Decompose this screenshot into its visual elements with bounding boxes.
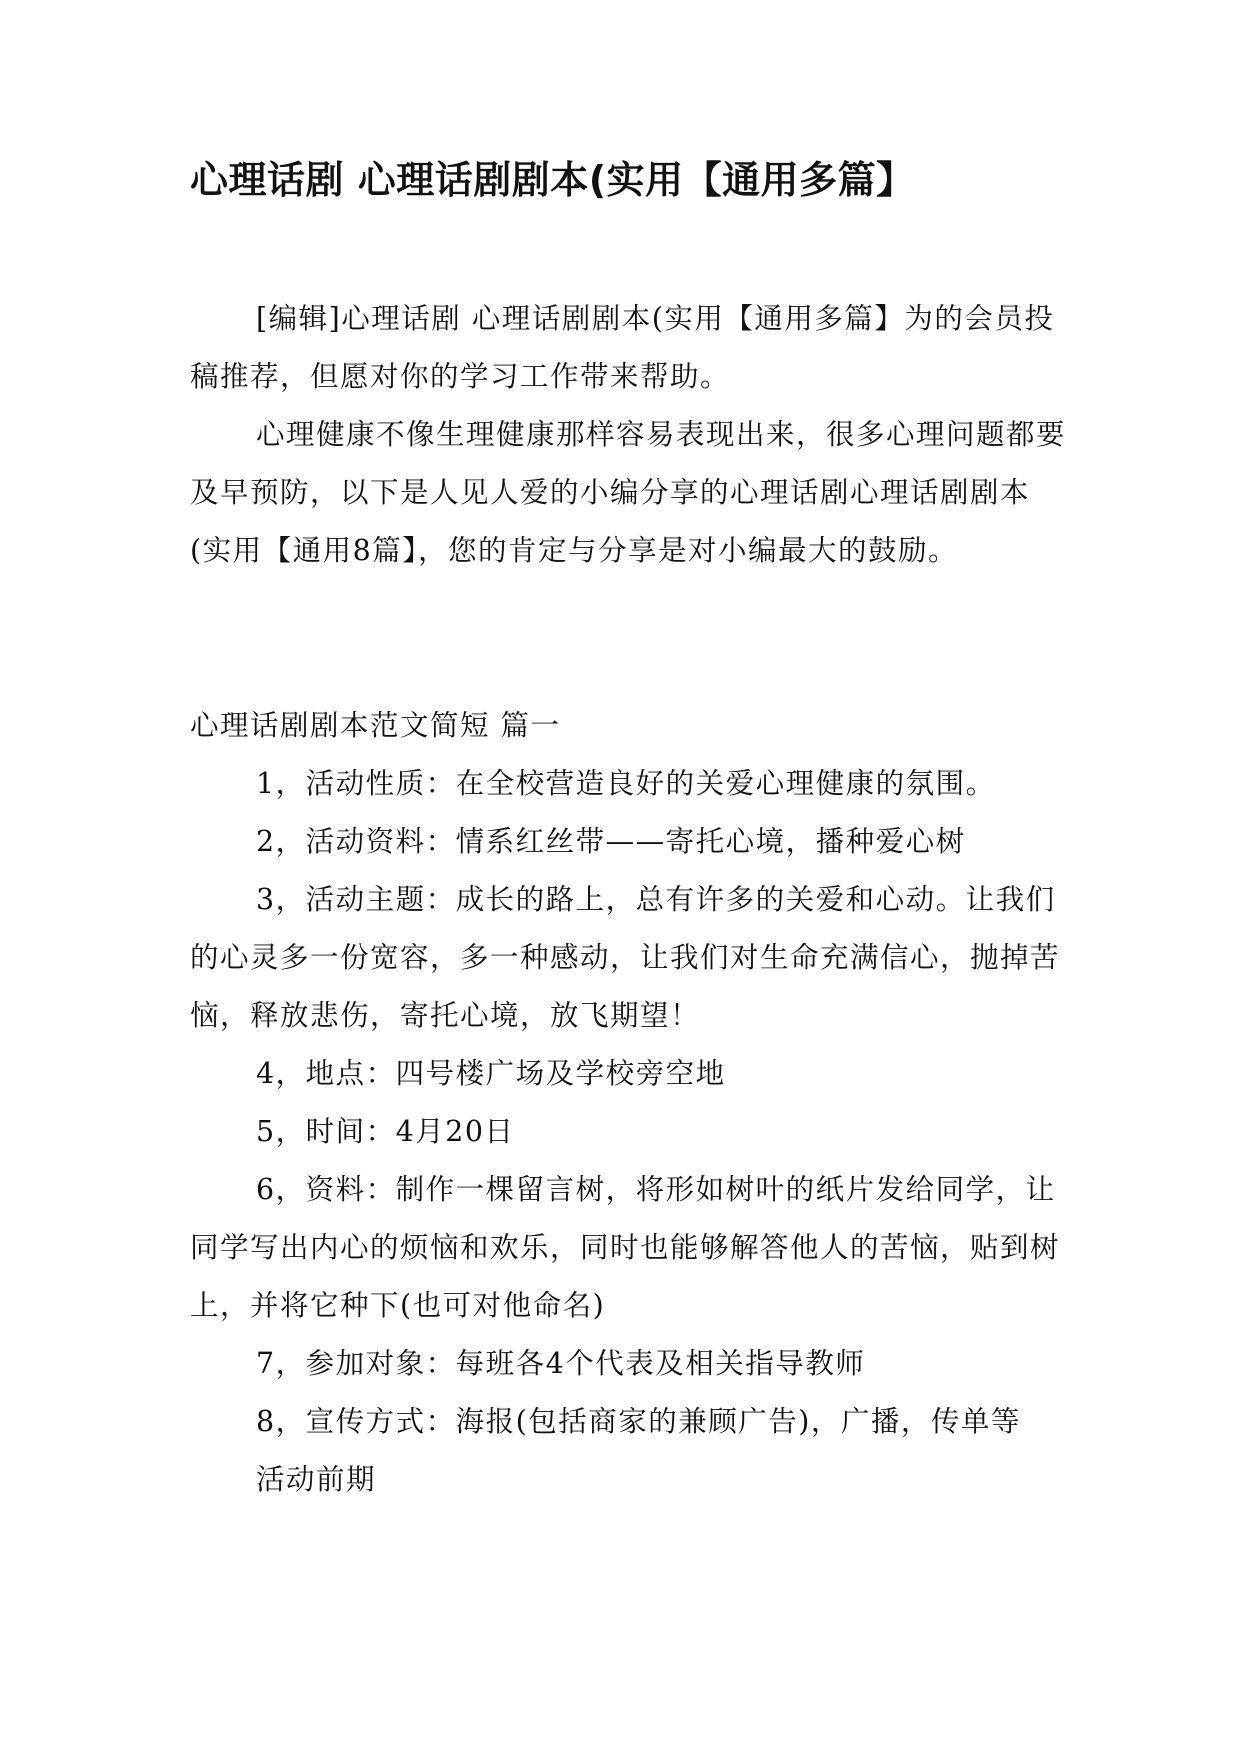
- intro-paragraph: 心理健康不像生理健康那样容易表现出来，很多心理问题都要及早预防，以下是人见人爱的小编分享的心理话剧心理话剧剧本(实用【通用8篇】，您的肯定与分享是对小编最大的鼓励。: [190, 418, 1067, 567]
- list-item: 活动前期: [256, 1463, 377, 1496]
- list-item: 7，参加对象：每班各4个代表及相关指导教师: [256, 1347, 866, 1380]
- list-item: 4，地点：四号楼广场及学校旁空地: [256, 1057, 726, 1090]
- section-block: [190, 697, 1070, 1509]
- list-item: 1，活动性质：在全校营造良好的关爱心理健康的氛围。: [256, 767, 996, 800]
- intro-block: [190, 290, 1070, 580]
- list-item: 6，资料：制作一棵留言树，将形如树叶的纸片发给同学，让同学写出内心的烦恼和欢乐，同时也能够解答他人的苦恼，贴到树上，并将它种下(也可对他命名): [190, 1173, 1061, 1322]
- list-item: 8，宣传方式：海报(包括商家的兼顾广告)，广播，传单等: [256, 1405, 1021, 1438]
- intro-paragraph: [编辑]心理话剧 心理话剧剧本(实用【通用多篇】为的会员投稿推荐，但愿对你的学习工作带来帮助。: [190, 302, 1055, 393]
- section-heading: 心理话剧剧本范文简短 篇一: [190, 709, 561, 742]
- list-item: 5，时间：4月20日: [256, 1115, 515, 1148]
- document-title: 心理话剧 心理话剧剧本(实用【通用多篇】: [190, 158, 915, 202]
- list-item: 3，活动主题：成长的路上，总有许多的关爱和心动。让我们的心灵多一份宽容，多一种感动，让我们对生命充满信心，抛掉苦恼，释放悲伤，寄托心境，放飞期望！: [190, 883, 1061, 1032]
- list-item: 2，活动资料：情系红丝带——寄托心境，播种爱心树: [256, 825, 966, 858]
